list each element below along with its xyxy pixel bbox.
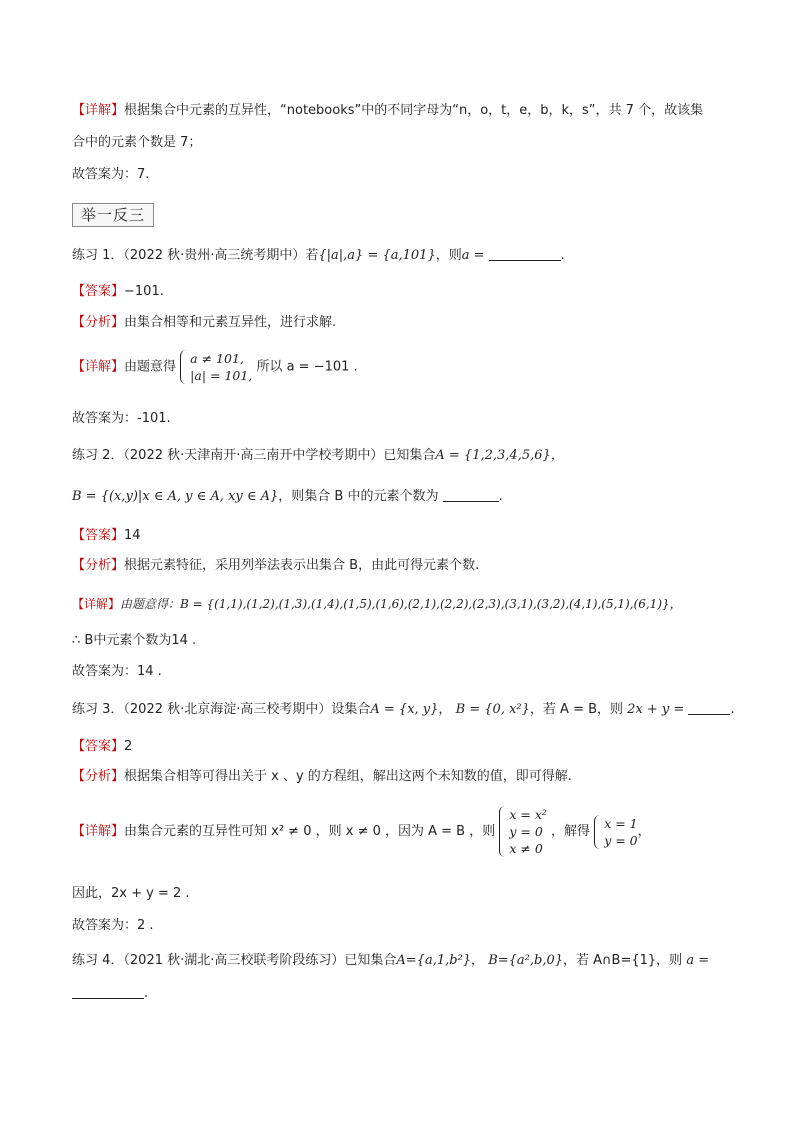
ex2-analysis: 【分析】根据元素特征，采用列举法表示出集合 B，由此可得元素个数. [72, 558, 480, 573]
ex3-answer: 【答案】2 [72, 739, 133, 754]
ex1-stem: 练习 1．（2022 秋·贵州·高三统考期中）若{|a|,a} = {a,101}，则a = . [72, 248, 565, 263]
q0-detail-line2: 合中的元素个数是 7； [72, 135, 202, 150]
ex3-answer-blank [688, 700, 730, 715]
ex1-equation-system: a ≠ 101, |a| = 101, [180, 350, 252, 384]
ex4-stem: 练习 4．（2021 秋·湖北·高三校联考阶段练习）已知集合A={a,1,b²}， B={a²,b,0}，若 A∩B={1}，则 a = [72, 953, 710, 968]
ex3-stem: 练习 3．（2022 秋·北京海淀·高三校考期中）设集合A = {x, y}， B = {0, x²}，若 A = B，则 2x + y = . [72, 702, 735, 717]
ex2-answer: 【答案】14 [72, 528, 141, 543]
ex1-set-equation: {|a|,a} = {a,101} [318, 248, 436, 263]
ex3-equation-system: x = x² y = 0 x ≠ 0 [499, 806, 547, 857]
q0-answer: 故答案为：7. [72, 167, 150, 182]
ex3-analysis: 【分析】根据集合相等可得出关于 x 、y 的方程组，解出这两个未知数的值，即可得解. [72, 769, 572, 784]
q0-detail-line1: 【详解】根据集合中元素的互异性，“notebooks”中的不同字母为“n，o，t，e，b，k，s”，共 7 个，故该集 [72, 103, 704, 118]
ex4-blank-line: . [72, 984, 148, 1003]
ex2-stem: 练习 2．（2022 秋·天津南开·高三南开中学校考期中）已知集合A = {1,2,3,4,5,6}， [72, 448, 564, 463]
ex2-stem-cont: B = {(x,y)|x ∈ A, y ∈ A, xy ∈ A}，则集合 B 中的元素个数为 . [72, 489, 503, 504]
detail-tag: 【详解】 [72, 103, 125, 118]
ex4-answer-blank [72, 984, 144, 999]
ex1-analysis: 【分析】由集合相等和元素互异性，进行求解. [72, 315, 337, 330]
ex3-final: 故答案为：2 . [72, 918, 154, 933]
ex2-answer-blank [443, 487, 499, 502]
ex3-therefore: 因此，2x + y = 2 . [72, 886, 190, 901]
ex2-final: 故答案为：14 . [72, 664, 162, 679]
ex2-detail: 【详解】由题意得：B = {(1,1),(1,2),(1,3),(1,4),(1,5),(1,6),(2,1),(2,2),(2,3),(3,1),(3,2),(4,1),(5,1),(6,1)}， [72, 597, 682, 611]
section-banner: 举一反三 [72, 203, 154, 227]
ex1-answer-blank [489, 246, 561, 261]
ex1-final: 故答案为：-101. [72, 411, 171, 426]
brace-icon [180, 350, 188, 384]
brace-icon [594, 815, 602, 849]
ex3-detail: 【详解】由集合元素的互异性可知 x² ≠ 0 ，则 x ≠ 0 ，因为 A = B ，则 x = x² y = 0 x ≠ 0 ，解得 x = 1 y = 0 ， [72, 807, 651, 856]
ex1-detail: 【详解】由题意得 a ≠ 101, |a| = 101, 所以 a = −101 . [72, 351, 358, 383]
ex3-solution-system: x = 1 y = 0 [594, 815, 637, 849]
brace-icon [499, 806, 507, 857]
ex2-conclusion: ∴ B中元素个数为14 . [72, 633, 197, 648]
ex1-answer: 【答案】−101. [72, 284, 164, 299]
